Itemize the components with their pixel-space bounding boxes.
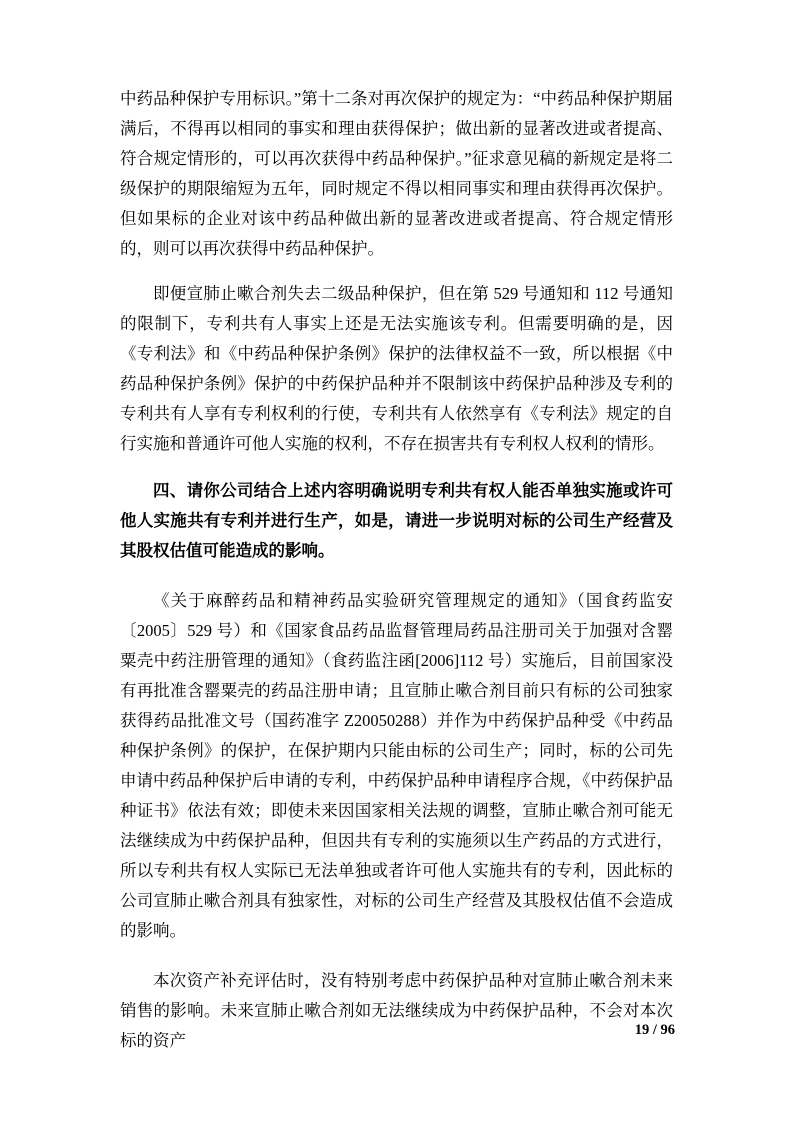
paragraph-body: 本次资产补充评估时，没有特别考虑中药保护品种对宣肺止嗽合剂未来销售的影响。未来宣肺止嗽合剂如无法继续成为中药保护品种，不会对本次标的资产 bbox=[120, 971, 673, 1050]
paragraph-body: 即便宣肺止嗽合剂失去二级品种保护，但在第 529 号通知和 112 号通知的限制下，专利共有人事实上还是无法实施该专利。但需要明确的是，因《专利法》和《中药品种保护条例》保护的法律权益不一致，所以根据《中药品种保护条例》保护的中药保护品种并不限制该中药保护品种涉及专利的专利共有人享有专利权利的行使，专利共有人依然享有《专利法》规定的自行实施和普通许可他人实施的权利，不存在损害共有专利权人权利的情形。 bbox=[120, 284, 673, 453]
paragraph-body: 《关于麻醉药品和精神药品实验研究管理规定的通知》（国食药监安〔2005〕529 号）和《国家食品药品监督管理局药品注册司关于加强对含罂粟壳中药注册管理的通知》（食药监注函[2006]112 号）实施后，目前国家没有再批准含罂粟壳的药品注册申请；且宣肺止嗽合剂目前只有标的公司独家获得药品批准文号（国药准字 Z20050288）并作为中药保护品种受《中药品种保护条例》的保护，在保护期内只能由标的公司生产；同时，标的公司先申请中药品种保护后申请的专利，中药保护品种申请程序合规，《中药保护品种证书》依法有效；即使未来因国家相关法规的调整，宣肺止嗽合剂可能无法继续成为中药保护品种，但因共有专利的实施须以生产药品的方式进行，所以专利共有权人实际已无法单独或者许可他人实施共有的专利，因此标的公司宣肺止嗽合剂具有独家性，对标的公司生产经营及其股权估值不会造成的影响。 bbox=[120, 591, 673, 940]
page-number: 19 / 96 bbox=[634, 1022, 675, 1038]
document-content bbox=[120, 84, 673, 1056]
paragraph-continuation: 中药品种保护专用标识。”第十二条对再次保护的规定为：“中药品种保护期届满后，不得再以相同的事实和理由获得保护；做出新的显著改进或者提高、符合规定情形的，可以再次获得中药品种保护。”征求意见稿的新规定是将二级保护的期限缩短为五年，同时规定不得以相同事实和理由获得再次保护。但如果标的企业对该中药品种做出新的显著改进或者提高、符合规定情形的，则可以再次获得中药品种保护。 bbox=[120, 89, 673, 258]
section-heading: 四、请你公司结合上述内容明确说明专利共有权人能否单独实施或许可他人实施共有专利并进行生产，如是，请进一步说明对标的公司生产经营及其股权估值可能造成的影响。 bbox=[120, 481, 673, 560]
